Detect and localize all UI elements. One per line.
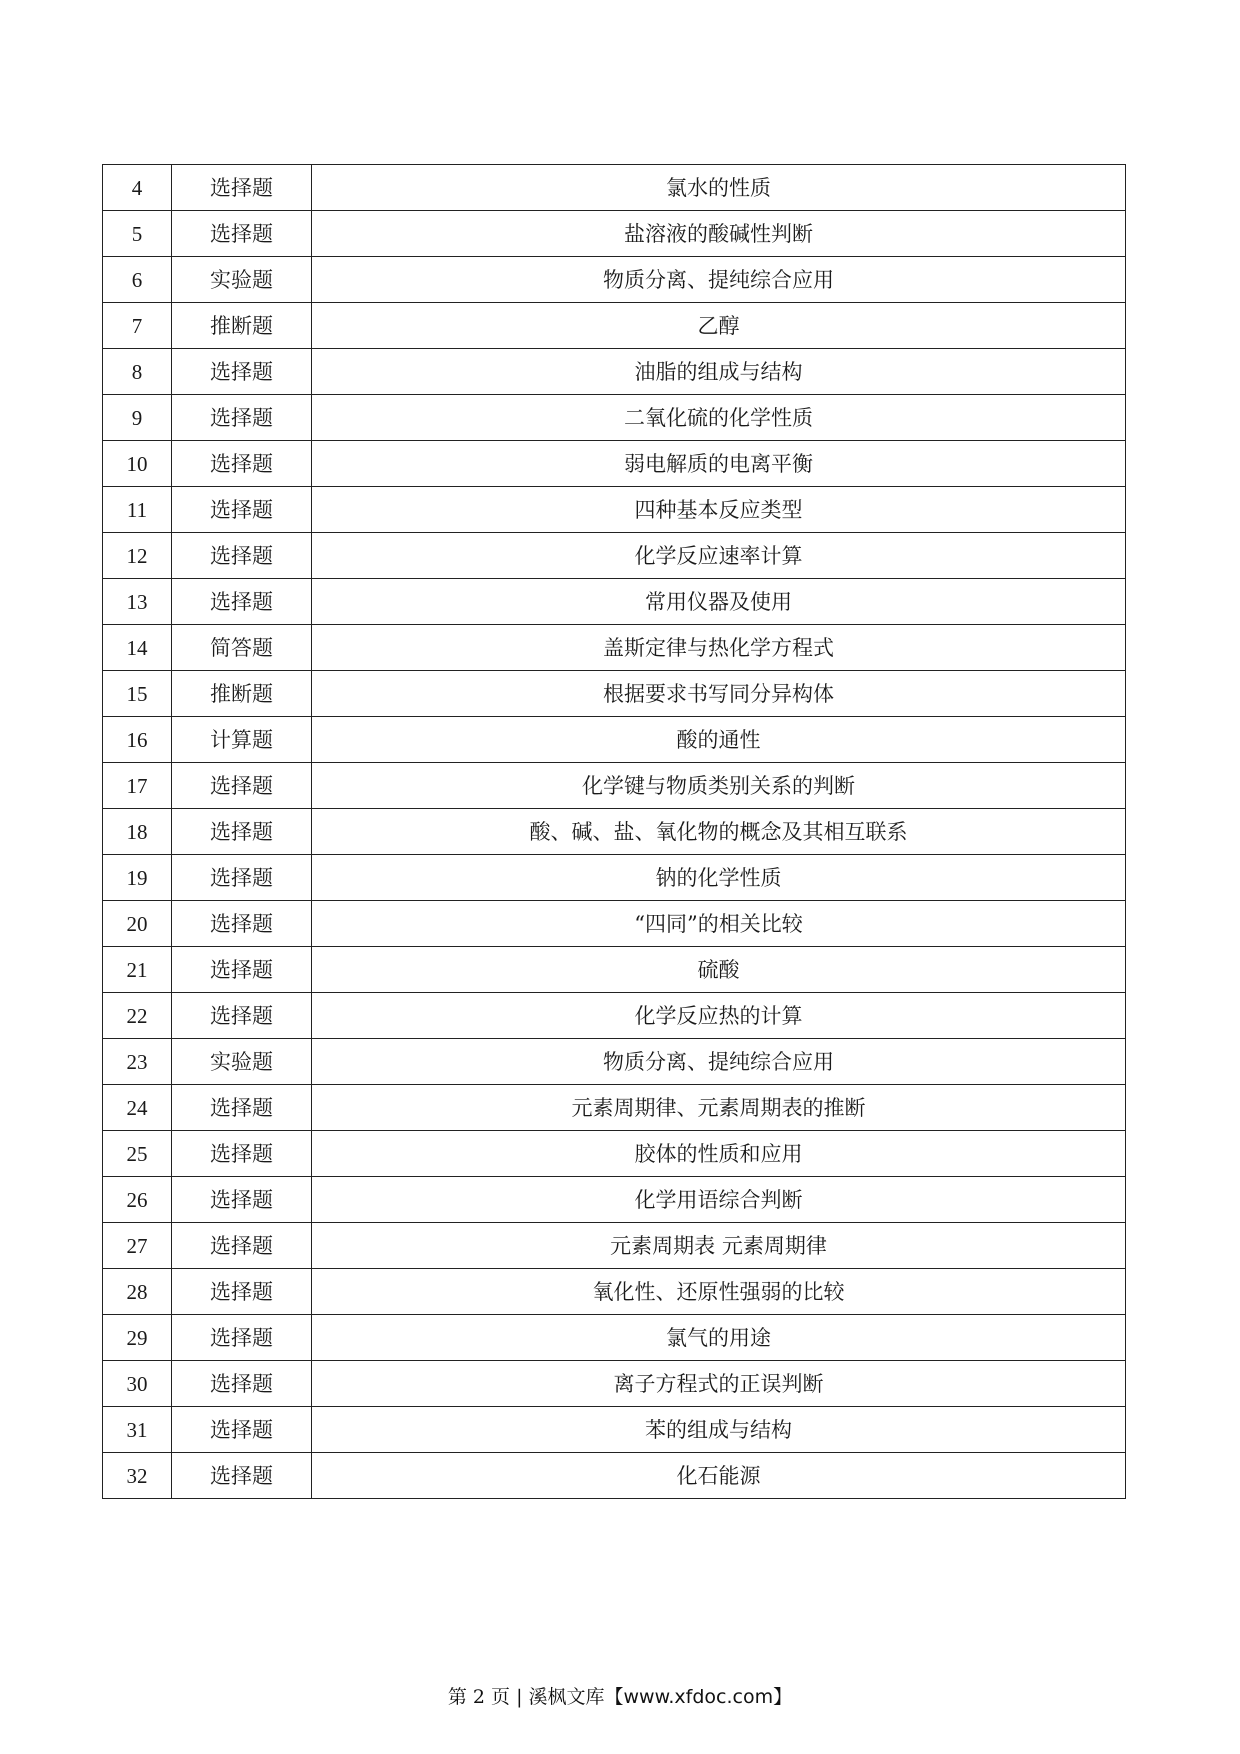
- question-number-cell: 27: [103, 1223, 172, 1269]
- question-number-cell: 28: [103, 1269, 172, 1315]
- table-row: [103, 1085, 1126, 1131]
- footer-page-label: 第 2 页 | 溪枫文库: [447, 1686, 605, 1708]
- table-row: [103, 671, 1126, 717]
- question-type-cell: 推断题: [172, 671, 312, 717]
- question-number-cell: 7: [103, 303, 172, 349]
- table-row: [103, 809, 1126, 855]
- question-number-cell: 5: [103, 211, 172, 257]
- question-type-cell: 选择题: [172, 165, 312, 211]
- question-type-cell: 选择题: [172, 1269, 312, 1315]
- knowledge-point-cell: 苯的组成与结构: [312, 1407, 1126, 1453]
- question-number-cell: 17: [103, 763, 172, 809]
- knowledge-point-cell: 酸、碱、盐、氧化物的概念及其相互联系: [312, 809, 1126, 855]
- question-number-cell: 25: [103, 1131, 172, 1177]
- table-row: [103, 211, 1126, 257]
- table-row: [103, 947, 1126, 993]
- table-row: [103, 855, 1126, 901]
- question-number-cell: 12: [103, 533, 172, 579]
- question-type-cell: 选择题: [172, 441, 312, 487]
- question-type-cell: 选择题: [172, 901, 312, 947]
- knowledge-point-cell: 弱电解质的电离平衡: [312, 441, 1126, 487]
- question-number-cell: 29: [103, 1315, 172, 1361]
- question-type-cell: 选择题: [172, 533, 312, 579]
- table-row: [103, 349, 1126, 395]
- question-number-cell: 31: [103, 1407, 172, 1453]
- footer-site-label: 【www.xfdoc.com】: [604, 1686, 793, 1708]
- question-number-cell: 6: [103, 257, 172, 303]
- question-number-cell: 21: [103, 947, 172, 993]
- knowledge-point-cell: 离子方程式的正误判断: [312, 1361, 1126, 1407]
- knowledge-point-cell: 氧化性、还原性强弱的比较: [312, 1269, 1126, 1315]
- table-row: [103, 487, 1126, 533]
- knowledge-point-cell: 油脂的组成与结构: [312, 349, 1126, 395]
- knowledge-point-cell: 元素周期律、元素周期表的推断: [312, 1085, 1126, 1131]
- knowledge-point-cell: 氯水的性质: [312, 165, 1126, 211]
- question-type-cell: 选择题: [172, 1177, 312, 1223]
- knowledge-point-cell: 酸的通性: [312, 717, 1126, 763]
- table-row: [103, 533, 1126, 579]
- table-row: [103, 1177, 1126, 1223]
- question-number-cell: 9: [103, 395, 172, 441]
- question-number-cell: 23: [103, 1039, 172, 1085]
- table-row: [103, 303, 1126, 349]
- question-type-cell: 选择题: [172, 579, 312, 625]
- knowledge-point-cell: 硫酸: [312, 947, 1126, 993]
- question-number-cell: 13: [103, 579, 172, 625]
- knowledge-point-cell: 盐溶液的酸碱性判断: [312, 211, 1126, 257]
- knowledge-point-cell: 钠的化学性质: [312, 855, 1126, 901]
- table-row: [103, 625, 1126, 671]
- question-number-cell: 30: [103, 1361, 172, 1407]
- question-number-cell: 22: [103, 993, 172, 1039]
- question-type-cell: 选择题: [172, 993, 312, 1039]
- table-row: [103, 993, 1126, 1039]
- table-row: [103, 395, 1126, 441]
- table-row: [103, 717, 1126, 763]
- knowledge-point-cell: 氯气的用途: [312, 1315, 1126, 1361]
- question-type-cell: 计算题: [172, 717, 312, 763]
- table-row: [103, 1315, 1126, 1361]
- table-row: [103, 1131, 1126, 1177]
- knowledge-point-cell: 物质分离、提纯综合应用: [312, 257, 1126, 303]
- question-number-cell: 18: [103, 809, 172, 855]
- knowledge-point-cell: 化学用语综合判断: [312, 1177, 1126, 1223]
- question-number-cell: 15: [103, 671, 172, 717]
- question-number-cell: 20: [103, 901, 172, 947]
- question-type-cell: 选择题: [172, 349, 312, 395]
- knowledge-point-cell: 化学反应热的计算: [312, 993, 1126, 1039]
- knowledge-point-cell: 化石能源: [312, 1453, 1126, 1499]
- knowledge-point-cell: 物质分离、提纯综合应用: [312, 1039, 1126, 1085]
- knowledge-point-cell: 常用仪器及使用: [312, 579, 1126, 625]
- question-type-cell: 推断题: [172, 303, 312, 349]
- knowledge-point-cell: 化学反应速率计算: [312, 533, 1126, 579]
- question-type-cell: 选择题: [172, 1453, 312, 1499]
- knowledge-point-cell: 盖斯定律与热化学方程式: [312, 625, 1126, 671]
- knowledge-point-cell: 根据要求书写同分异构体: [312, 671, 1126, 717]
- question-number-cell: 19: [103, 855, 172, 901]
- table-row: [103, 1453, 1126, 1499]
- topics-table: [102, 164, 1126, 1499]
- table-row: [103, 1223, 1126, 1269]
- knowledge-point-cell: 元素周期表 元素周期律: [312, 1223, 1126, 1269]
- table-row: [103, 579, 1126, 625]
- question-type-cell: 选择题: [172, 487, 312, 533]
- knowledge-point-cell: “四同”的相关比较: [312, 901, 1126, 947]
- table-row: [103, 1361, 1126, 1407]
- table-row: [103, 901, 1126, 947]
- question-number-cell: 10: [103, 441, 172, 487]
- question-number-cell: 16: [103, 717, 172, 763]
- question-type-cell: 简答题: [172, 625, 312, 671]
- question-number-cell: 14: [103, 625, 172, 671]
- question-type-cell: 选择题: [172, 1361, 312, 1407]
- question-type-cell: 选择题: [172, 1223, 312, 1269]
- knowledge-point-cell: 乙醇: [312, 303, 1126, 349]
- question-type-cell: 选择题: [172, 1315, 312, 1361]
- table-row: [103, 257, 1126, 303]
- table-row: [103, 165, 1126, 211]
- table-row: [103, 441, 1126, 487]
- question-type-cell: 选择题: [172, 1085, 312, 1131]
- question-type-cell: 选择题: [172, 1407, 312, 1453]
- question-type-cell: 选择题: [172, 211, 312, 257]
- question-number-cell: 8: [103, 349, 172, 395]
- knowledge-point-cell: 四种基本反应类型: [312, 487, 1126, 533]
- question-type-cell: 选择题: [172, 1131, 312, 1177]
- question-type-cell: 选择题: [172, 395, 312, 441]
- knowledge-point-cell: 二氧化硫的化学性质: [312, 395, 1126, 441]
- topics-table-body: [103, 165, 1126, 1499]
- question-type-cell: 实验题: [172, 257, 312, 303]
- question-type-cell: 实验题: [172, 1039, 312, 1085]
- question-type-cell: 选择题: [172, 763, 312, 809]
- question-number-cell: 4: [103, 165, 172, 211]
- question-number-cell: 11: [103, 487, 172, 533]
- question-number-cell: 32: [103, 1453, 172, 1499]
- table-row: [103, 1039, 1126, 1085]
- table-row: [103, 1407, 1126, 1453]
- table-row: [103, 763, 1126, 809]
- question-type-cell: 选择题: [172, 809, 312, 855]
- question-type-cell: 选择题: [172, 855, 312, 901]
- knowledge-point-cell: 化学键与物质类别关系的判断: [312, 763, 1126, 809]
- question-number-cell: 26: [103, 1177, 172, 1223]
- knowledge-point-cell: 胶体的性质和应用: [312, 1131, 1126, 1177]
- question-type-cell: 选择题: [172, 947, 312, 993]
- question-number-cell: 24: [103, 1085, 172, 1131]
- page-footer: [0, 1682, 1240, 1709]
- table-row: [103, 1269, 1126, 1315]
